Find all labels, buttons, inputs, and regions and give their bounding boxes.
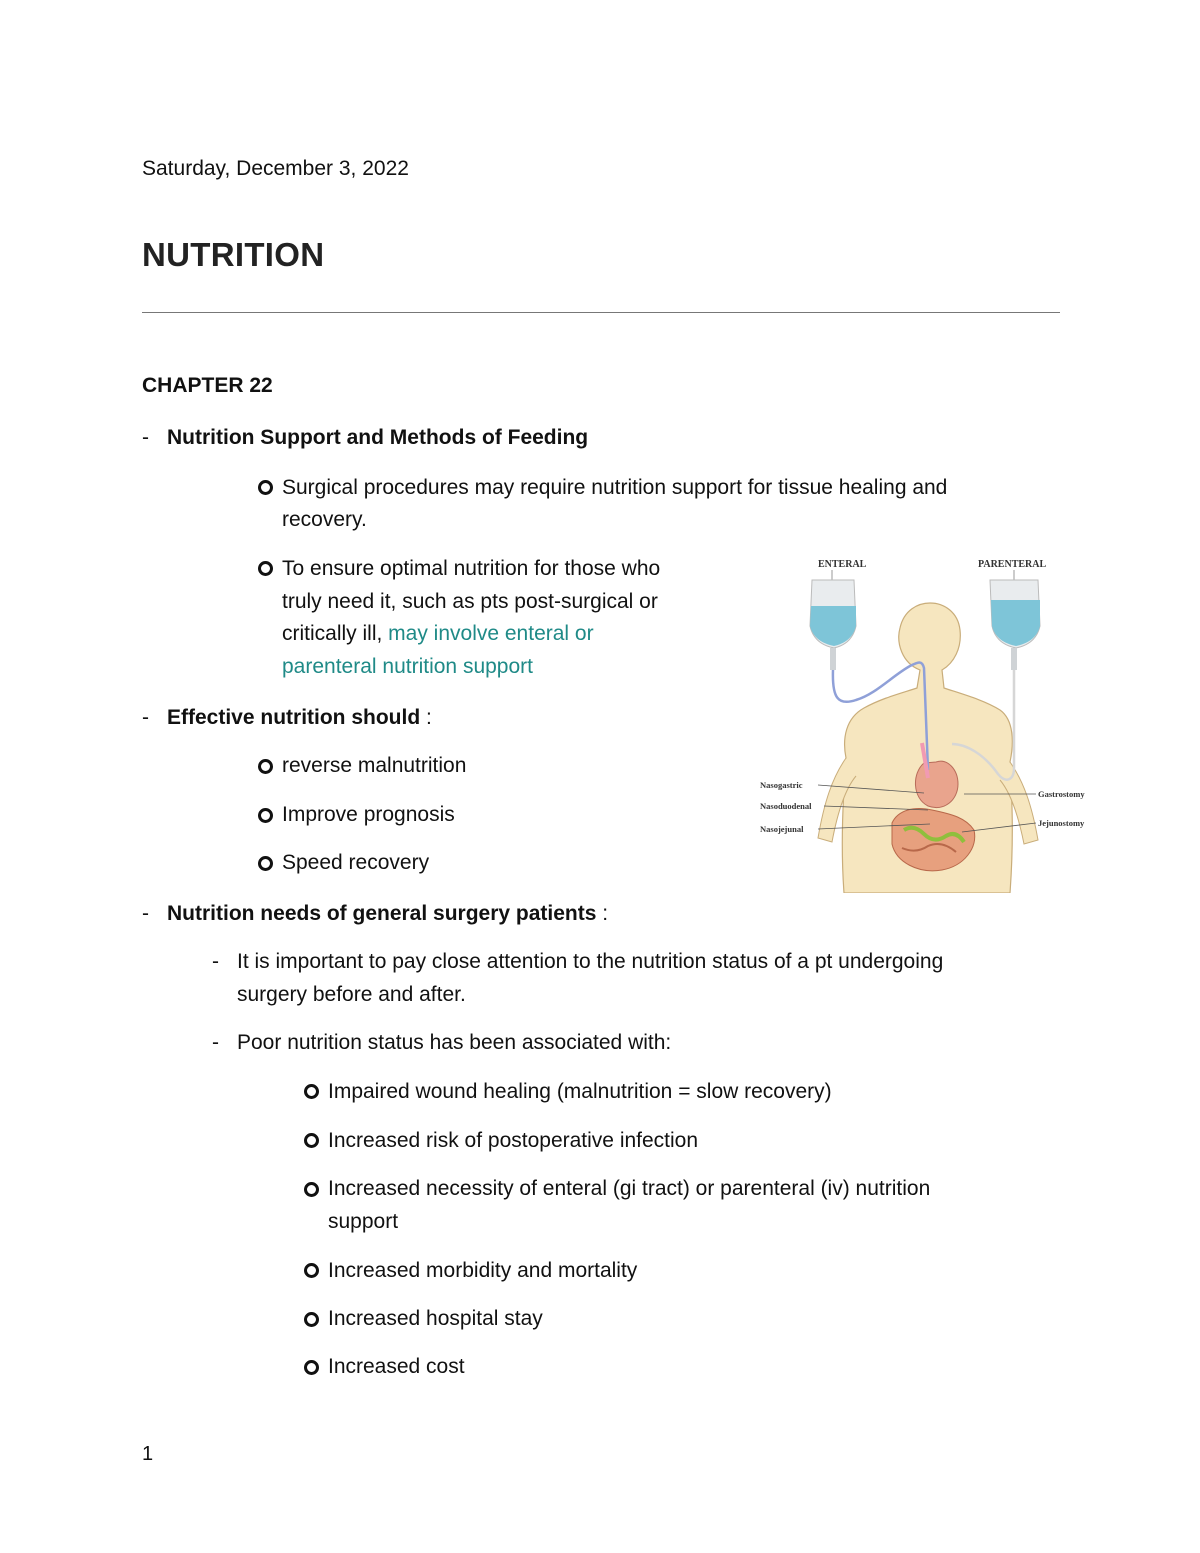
bullet-text: Increased morbidity and mortality — [328, 1259, 638, 1282]
bullet-text: To ensure optimal nutrition for those who — [282, 557, 661, 580]
bullet-text: Increased risk of postoperative infection — [328, 1129, 699, 1152]
page-number: 1 — [142, 1443, 154, 1465]
circle-bullet-icon — [258, 480, 273, 495]
circle-bullet-icon — [258, 808, 273, 823]
label-jejunostomy: Jejunostomy — [1038, 818, 1085, 828]
label-nasogastric: Nasogastric — [760, 780, 803, 790]
label-nasoduodenal: Nasoduodenal — [760, 801, 812, 811]
label-nasojejunal: Nasojejunal — [760, 824, 804, 834]
bullet-text — [282, 618, 594, 650]
bullet-text: Increased cost — [328, 1355, 465, 1378]
dash-marker: - — [142, 426, 149, 449]
bullet-text: Increased necessity of enteral (gi tract) or parenteral (iv) nutrition — [328, 1177, 931, 1200]
bullet-text: recovery. — [282, 508, 367, 531]
bullet-text: Surgical procedures may require nutrition support for tissue healing and — [282, 476, 948, 499]
bullet-text: Improve prognosis — [282, 803, 455, 826]
circle-bullet-icon — [304, 1133, 319, 1148]
circle-bullet-icon — [258, 561, 273, 576]
circle-bullet-icon — [258, 759, 273, 774]
bullet-text: Speed recovery — [282, 851, 430, 874]
dash-marker: - — [142, 902, 149, 925]
dash-marker: - — [212, 950, 219, 973]
label-parenteral: PARENTERAL — [978, 559, 1047, 570]
circle-bullet-icon — [258, 856, 273, 871]
sub-item-text: Poor nutrition status has been associated with: — [237, 1031, 672, 1054]
circle-bullet-icon — [304, 1312, 319, 1327]
highlighted-text: may involve enteral or — [388, 622, 594, 645]
section-heading: Nutrition needs of general surgery patients : — [167, 902, 609, 925]
bullet-text: support — [328, 1210, 399, 1233]
bullet-text: Impaired wound healing (malnutrition = slow recovery) — [328, 1080, 832, 1103]
section-heading: Nutrition Support and Methods of Feeding — [167, 426, 589, 449]
date: Saturday, December 3, 2022 — [142, 157, 409, 180]
bullet-text-plain: critically ill, — [282, 622, 389, 645]
label-enteral: ENTERAL — [818, 559, 867, 570]
dash-marker: - — [212, 1031, 219, 1054]
divider — [142, 312, 1060, 313]
bullet-text: truly need it, such as pts post-surgical or — [282, 590, 658, 613]
highlighted-text: parenteral nutrition support — [282, 655, 533, 678]
feeding-methods-illustration — [752, 548, 1102, 893]
sub-item-text: It is important to pay close attention to the nutrition status of a pt undergoing — [237, 950, 944, 973]
dash-marker: - — [142, 706, 149, 729]
circle-bullet-icon — [304, 1360, 319, 1375]
circle-bullet-icon — [304, 1182, 319, 1197]
sub-item-text: surgery before and after. — [237, 983, 466, 1006]
bullet-text: reverse malnutrition — [282, 754, 467, 777]
bullet-text: Increased hospital stay — [328, 1307, 543, 1330]
circle-bullet-icon — [304, 1263, 319, 1278]
section-heading: Effective nutrition should : — [167, 706, 432, 729]
circle-bullet-icon — [304, 1084, 319, 1099]
page-title: NUTRITION — [142, 236, 325, 273]
chapter-heading: CHAPTER 22 — [142, 374, 273, 397]
label-gastrostomy: Gastrostomy — [1038, 789, 1085, 799]
parenteral-bag-icon — [990, 570, 1040, 670]
enteral-bag-icon — [810, 570, 856, 670]
